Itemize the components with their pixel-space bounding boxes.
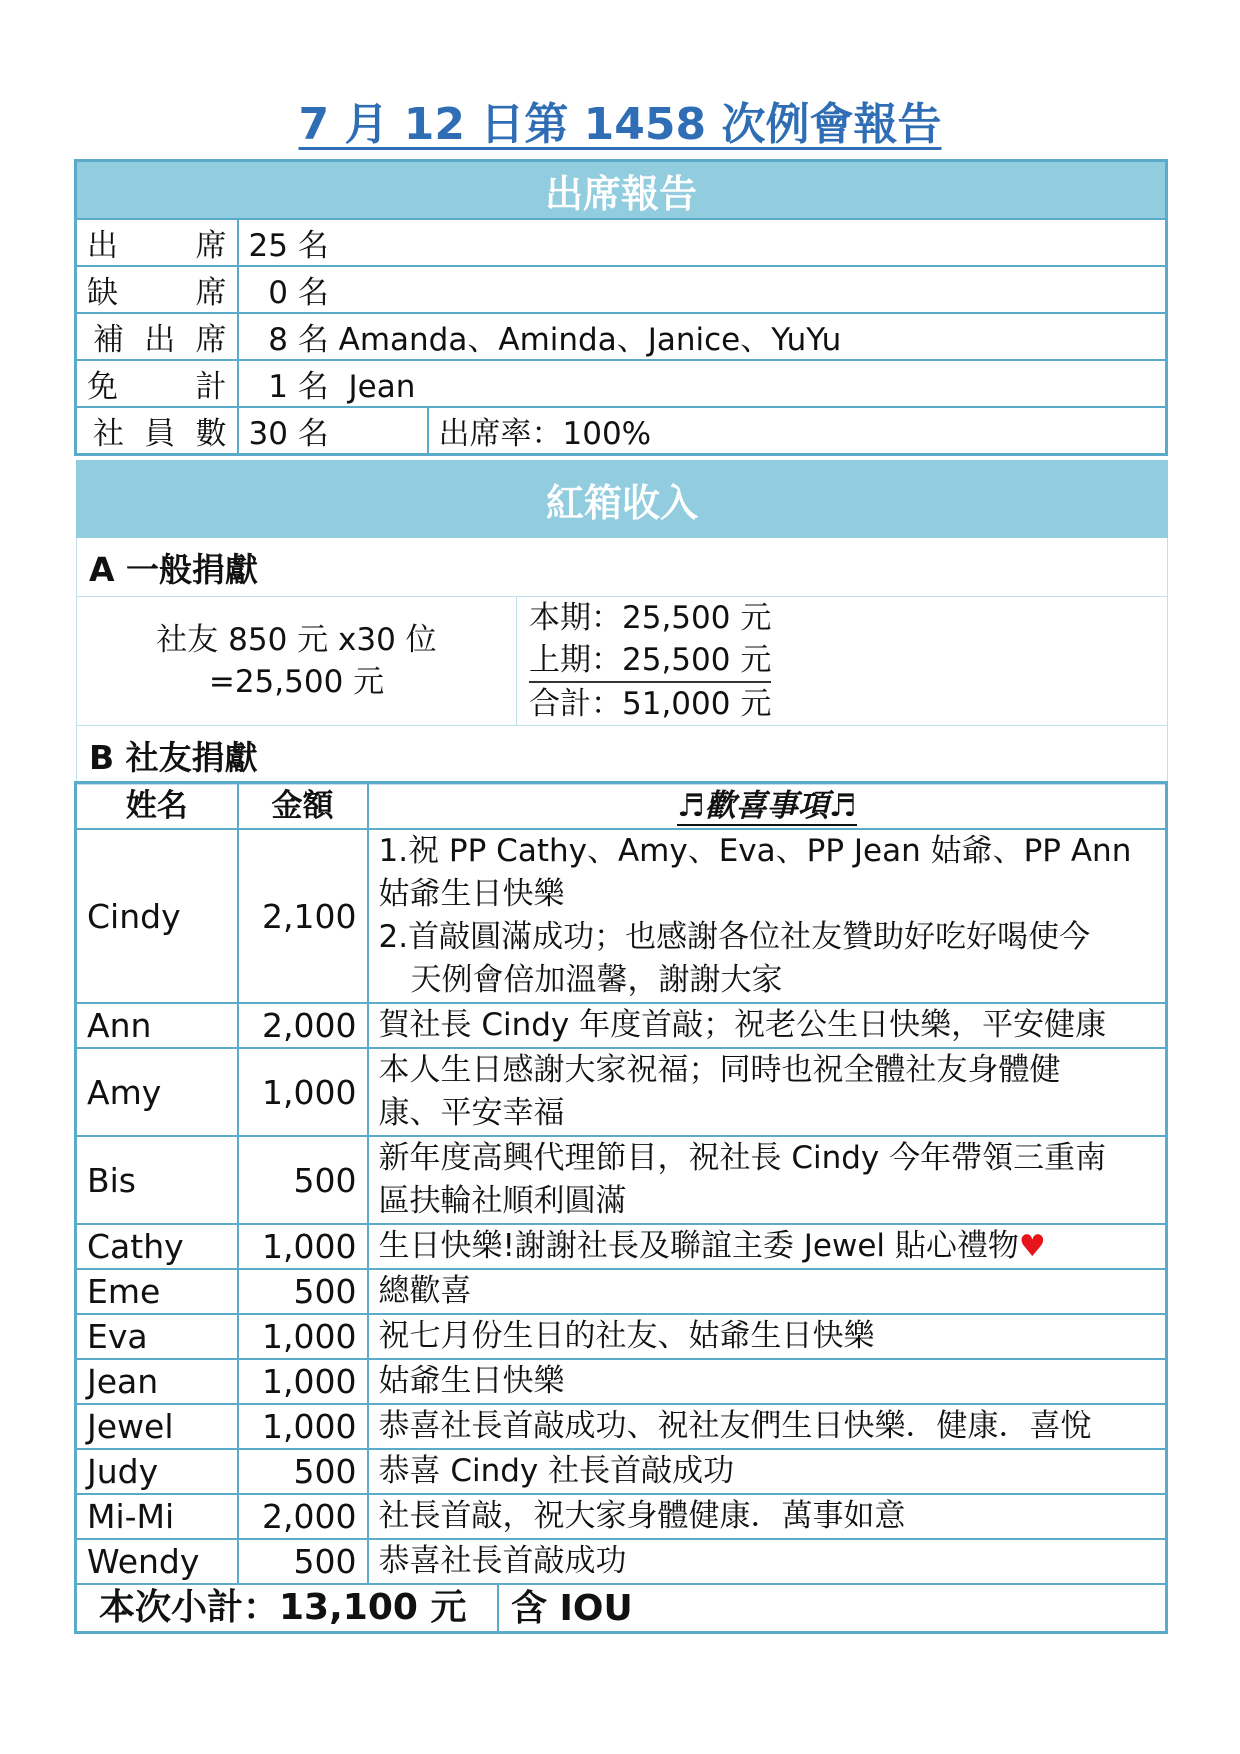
general-donation-title: A 一般捐獻: [77, 538, 1168, 597]
donation-amount: 2,100: [238, 829, 368, 1003]
donor-name: Jewel: [76, 1404, 238, 1449]
donor-name: Cathy: [76, 1224, 238, 1269]
donation-row: [76, 1048, 1167, 1136]
donor-name: Ann: [76, 1003, 238, 1048]
blessing-column-header: ♬歡喜事項♬: [368, 783, 1167, 830]
donation-row: [76, 1314, 1167, 1359]
attendance-value: 0 名: [238, 266, 1167, 313]
donation-message: 總歡喜: [368, 1269, 1167, 1314]
donation-message: 新年度高興代理節目，祝社長 Cindy 今年帶領三重南 區扶輪社順利圓滿: [368, 1136, 1167, 1224]
attendance-value: 8 名 Amanda、Aminda、Janice、YuYu: [238, 313, 1167, 360]
donation-message: 1.祝 PP Cathy、Amy、Eva、PP Jean 姑爺、PP Ann 姑爺生日快樂 2.首敲圓滿成功；也感謝各位社友贊助好吃好喝使今 天例會倍加溫馨，謝謝大家: [368, 829, 1167, 1003]
donation-row: [76, 1539, 1167, 1584]
donation-row: [76, 1359, 1167, 1404]
donation-row: [76, 1269, 1167, 1314]
donation-row: [76, 829, 1167, 1003]
donation-row: [76, 1136, 1167, 1224]
attendance-row: [76, 266, 1167, 313]
donation-amount: 1,000: [238, 1359, 368, 1404]
donation-message: 祝七月份生日的社友、姑爺生日快樂: [368, 1314, 1167, 1359]
previous-period: 上期：25,500 元: [529, 639, 771, 683]
donor-name: Eva: [76, 1314, 238, 1359]
donation-message: 賀社長 Cindy 年度首敲；祝老公生日快樂，平安健康: [368, 1003, 1167, 1048]
attendance-label: 免 計: [76, 360, 238, 407]
attendance-header: 出席報告: [76, 161, 1167, 220]
attendance-row: [76, 313, 1167, 360]
attendance-value: 1 名 Jean: [238, 360, 1167, 407]
donation-row: [76, 1449, 1167, 1494]
member-count: 30 名: [238, 407, 428, 455]
donation-row: [76, 1224, 1167, 1269]
attendance-row: [76, 219, 1167, 266]
donation-amount: 2,000: [238, 1494, 368, 1539]
donation-amount: 1,000: [238, 1224, 368, 1269]
attendance-rate: 出席率：100%: [428, 407, 1167, 455]
attendance-row: [76, 360, 1167, 407]
donation-message: 姑爺生日快樂: [368, 1359, 1167, 1404]
current-period: 本期：25,500 元: [529, 600, 772, 636]
subtotal-row: [76, 1584, 1167, 1633]
grand-total: 合計：51,000 元: [529, 686, 772, 722]
attendance-value: 25 名: [238, 219, 1167, 266]
donation-row: [76, 1003, 1167, 1048]
attendance-label: 社 員 數: [76, 407, 238, 455]
attendance-row: [76, 407, 1167, 455]
name-column-header: 姓名: [76, 783, 238, 830]
heart-icon: ♥: [1018, 1229, 1046, 1264]
donor-name: Bis: [76, 1136, 238, 1224]
red-box-header: 紅箱收入: [77, 461, 1168, 538]
donation-header-row: [76, 783, 1167, 830]
subtotal: 本次小計：13,100 元: [77, 1585, 499, 1631]
donor-name: Amy: [76, 1048, 238, 1136]
donation-message: 社長首敲，祝大家身體健康．萬事如意: [368, 1494, 1167, 1539]
attendance-label: 缺 席: [76, 266, 238, 313]
attendance-label: 補 出 席: [76, 313, 238, 360]
report-title: 7 月 12 日第 1458 次例會報告: [298, 99, 942, 150]
donor-name: Jean: [76, 1359, 238, 1404]
donor-name: Wendy: [76, 1539, 238, 1584]
red-box-table: [76, 460, 1168, 785]
general-donation-totals: [517, 597, 1168, 726]
donation-amount: 1,000: [238, 1048, 368, 1136]
member-donation-title: B 社友捐獻: [77, 726, 1168, 785]
donor-name: Mi-Mi: [76, 1494, 238, 1539]
attendance-table: [74, 159, 1168, 456]
amount-column-header: 金額: [238, 783, 368, 830]
donor-name: Eme: [76, 1269, 238, 1314]
donation-row: [76, 1404, 1167, 1449]
donation-amount: 2,000: [238, 1003, 368, 1048]
donation-message: 本人生日感謝大家祝福；同時也祝全體社友身體健 康、平安幸福: [368, 1048, 1167, 1136]
attendance-label: 出 席: [76, 219, 238, 266]
donor-name: Judy: [76, 1449, 238, 1494]
donation-message: 恭喜社長首敲成功: [368, 1539, 1167, 1584]
donation-row: [76, 1494, 1167, 1539]
donation-amount: 500: [238, 1136, 368, 1224]
general-donation-formula: 社友 850 元 x30 位=25,500 元: [77, 597, 517, 726]
donation-amount: 500: [238, 1269, 368, 1314]
member-donation-table: [74, 781, 1168, 1634]
donor-name: Cindy: [76, 829, 238, 1003]
donation-message: 生日快樂!謝謝社長及聯誼主委 Jewel 貼心禮物♥: [368, 1224, 1167, 1269]
donation-message: 恭喜社長首敲成功、祝社友們生日快樂．健康．喜悅: [368, 1404, 1167, 1449]
iou-note: 含 IOU: [511, 1587, 633, 1629]
donation-amount: 1,000: [238, 1314, 368, 1359]
donation-message: 恭喜 Cindy 社長首敲成功: [368, 1449, 1167, 1494]
donation-amount: 1,000: [238, 1404, 368, 1449]
donation-amount: 500: [238, 1539, 368, 1584]
donation-amount: 500: [238, 1449, 368, 1494]
